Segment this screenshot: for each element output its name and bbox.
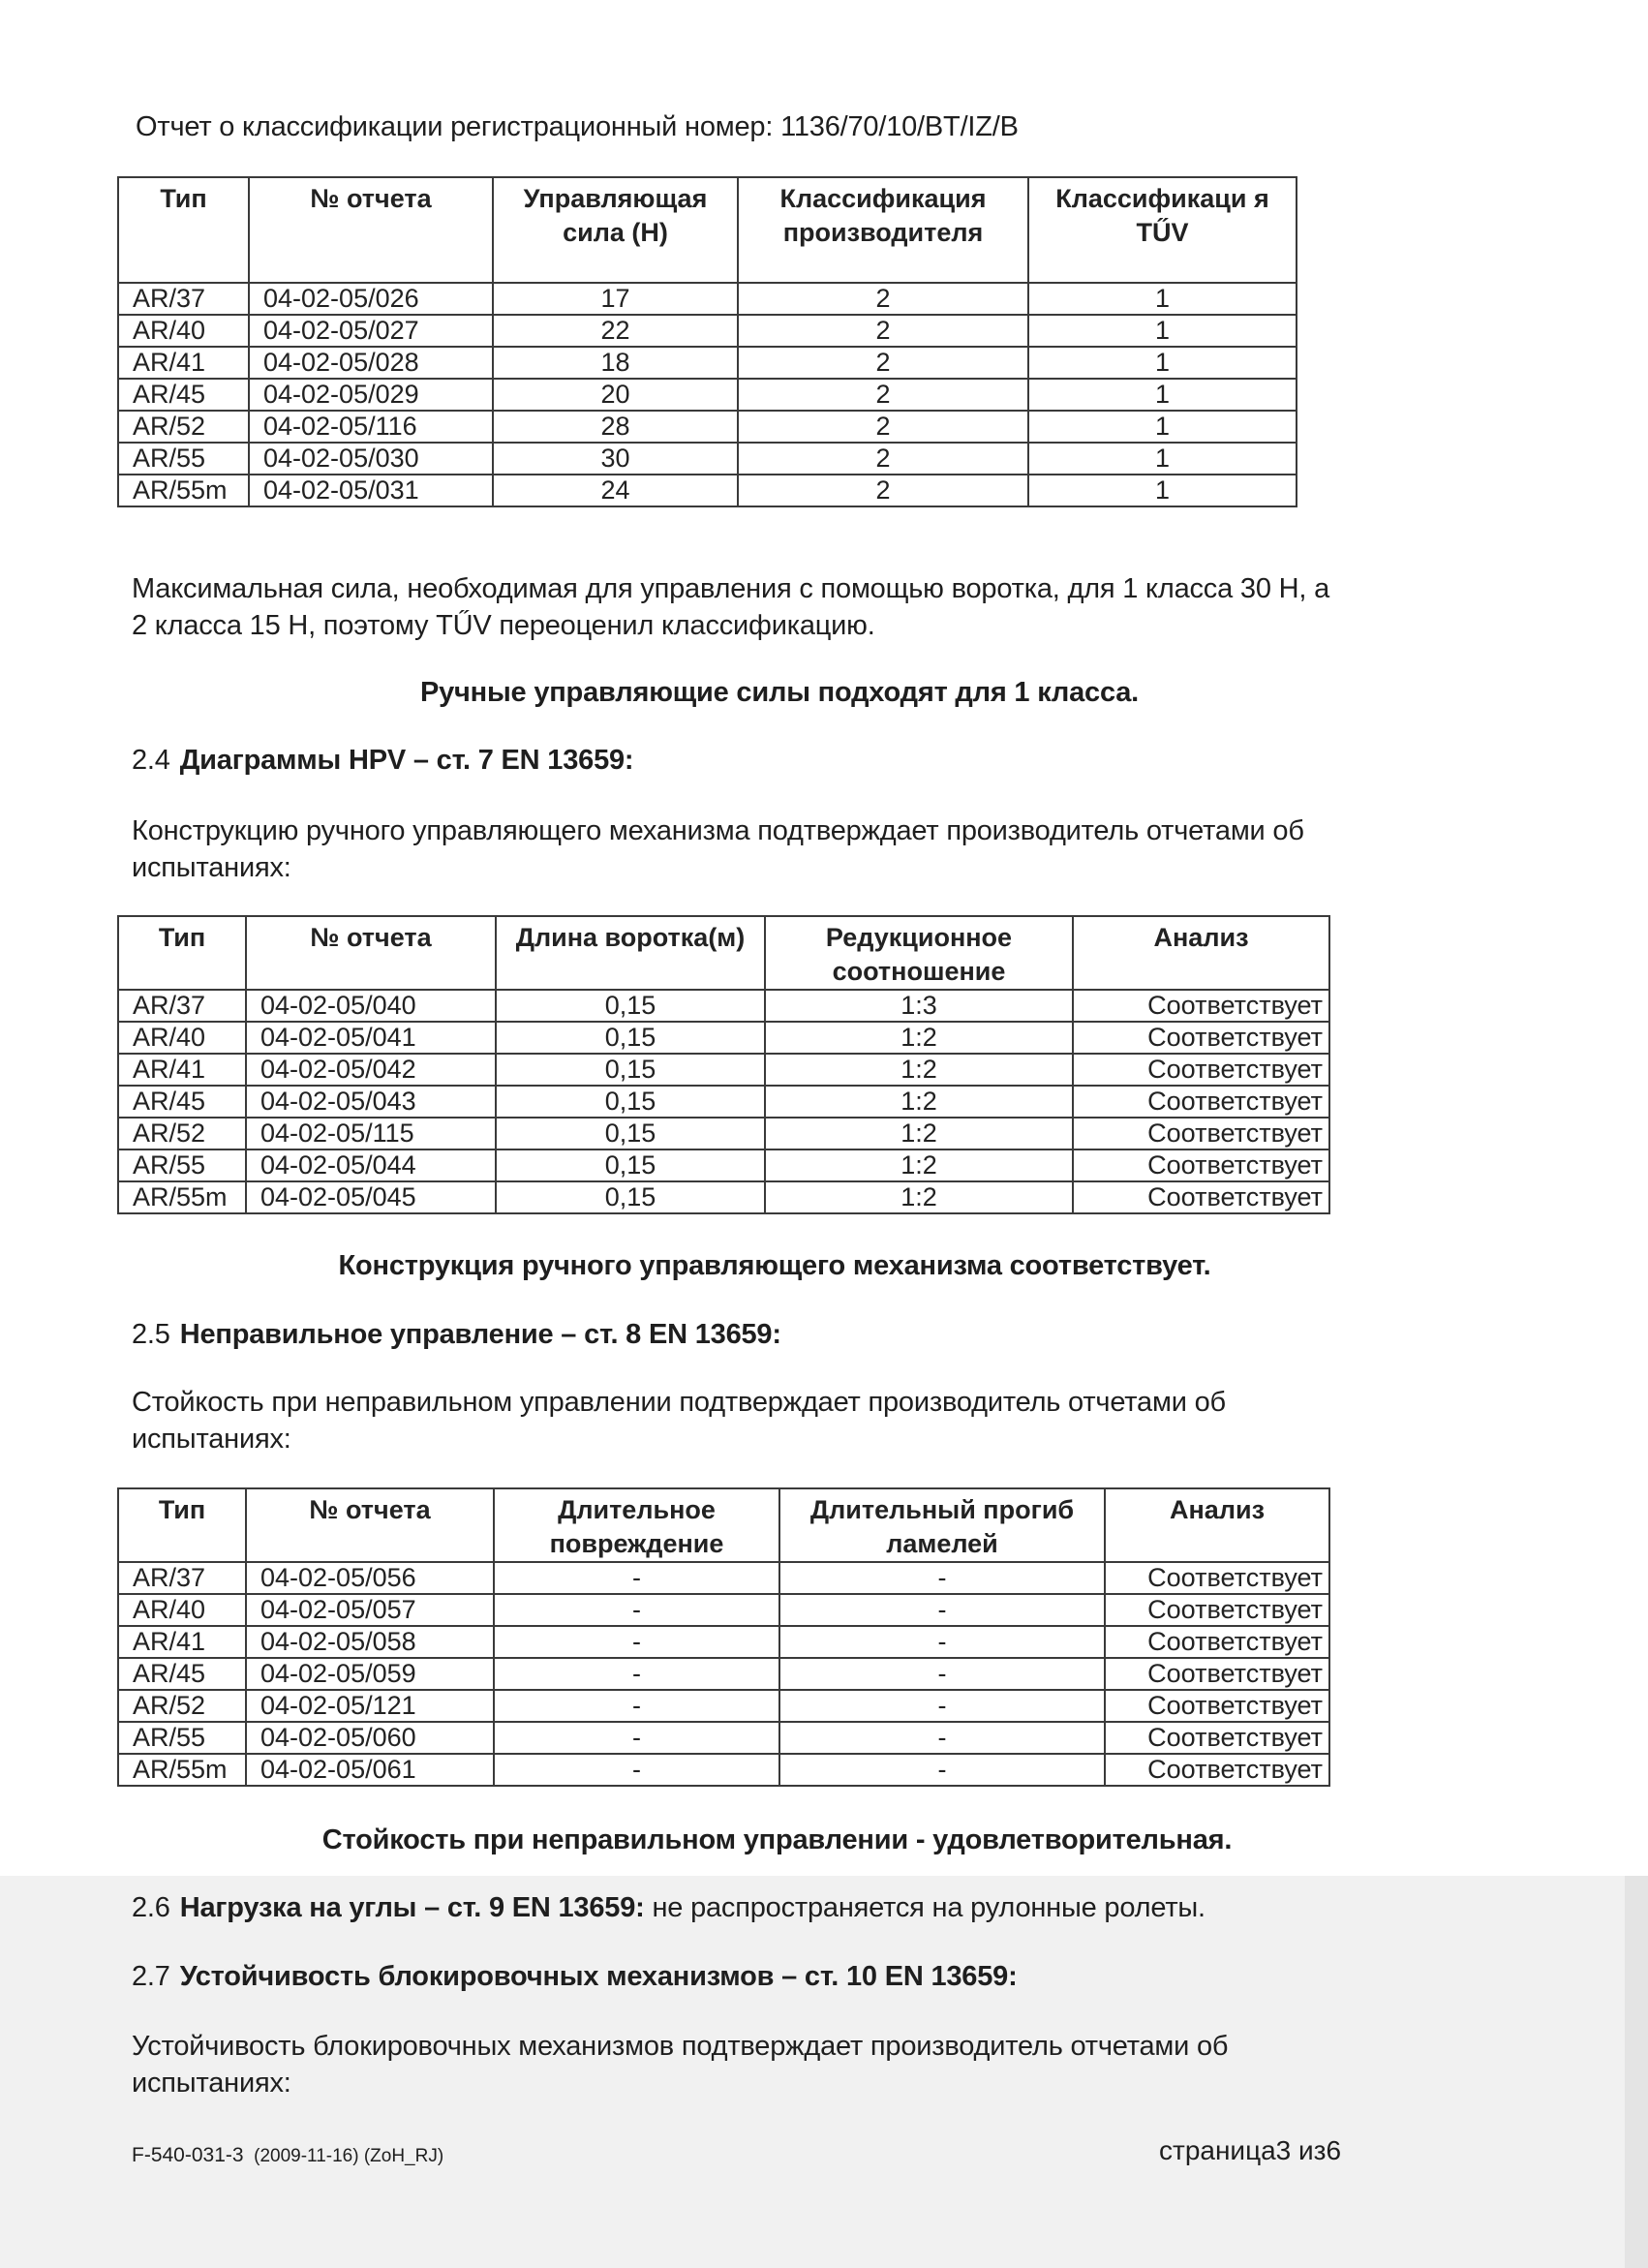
cell-report-no: 04-02-05/042: [246, 1054, 496, 1086]
paragraph-line: испытаниях:: [132, 852, 291, 883]
cell-crank-length: 0,15: [496, 1181, 765, 1213]
table-row: [118, 1054, 1329, 1086]
cell-report-no: 04-02-05/027: [249, 315, 493, 347]
section-title: Неправильное управление – ст. 8 EN 13659:: [179, 1319, 781, 1350]
table-row: [118, 990, 1329, 1022]
table-row: [118, 379, 1297, 411]
footer-page-number: страница3 из6: [1159, 2135, 1342, 2165]
table-header-row: [118, 916, 1329, 990]
cell-type: AR/41: [118, 1626, 246, 1658]
cell-analysis: Соответствует: [1105, 1562, 1329, 1594]
cell-report-no: 04-02-05/061: [246, 1754, 494, 1786]
table-row: [118, 1626, 1329, 1658]
section-2-7-intro: [132, 2028, 1487, 2101]
cell-reduction-ratio: 1:2: [765, 1054, 1073, 1086]
cell-analysis: Соответствует: [1073, 990, 1329, 1022]
cell-manufacturer-class: 2: [738, 443, 1028, 475]
cell-tuv-class: 1: [1028, 411, 1297, 443]
cell-force: 20: [493, 379, 738, 411]
table-row: [118, 1086, 1329, 1118]
cell-type: AR/45: [118, 1658, 246, 1690]
paragraph-line: Максимальная сила, необходимая для управления с помощью воротка, для 1 класса 30 Н, а: [132, 573, 1329, 604]
cell-reduction-ratio: 1:2: [765, 1149, 1073, 1181]
cell-report-no: 04-02-05/115: [246, 1118, 496, 1149]
col-header-tuv-class: Классификаци я TŰV: [1028, 177, 1297, 283]
cell-report-no: 04-02-05/029: [249, 379, 493, 411]
cell-report-no: 04-02-05/044: [246, 1149, 496, 1181]
cell-analysis: Соответствует: [1073, 1022, 1329, 1054]
table-row: [118, 1754, 1329, 1786]
cell-report-no: 04-02-05/059: [246, 1658, 494, 1690]
cell-type: AR/55: [118, 443, 249, 475]
cell-report-no: 04-02-05/057: [246, 1594, 494, 1626]
scan-edge-shadow: [1625, 1876, 1648, 2268]
cell-slat-deflection: -: [779, 1722, 1105, 1754]
cell-analysis: Соответствует: [1073, 1118, 1329, 1149]
cell-force: 24: [493, 475, 738, 506]
conclusion-mechanism: Конструкция ручного управляющего механизма соответствует.: [338, 1250, 1211, 1281]
table-header-row: [118, 177, 1297, 283]
cell-tuv-class: 1: [1028, 379, 1297, 411]
cell-crank-length: 0,15: [496, 1118, 765, 1149]
force-explanation-paragraph: [132, 570, 1487, 644]
cell-report-no: 04-02-05/026: [249, 283, 493, 315]
cell-report-no: 04-02-05/121: [246, 1690, 494, 1722]
cell-type: AR/45: [118, 379, 249, 411]
cell-analysis: Соответствует: [1073, 1149, 1329, 1181]
section-number: 2.7: [132, 1961, 170, 1992]
misuse-table: [117, 1487, 1330, 1787]
cell-tuv-class: 1: [1028, 475, 1297, 506]
col-header-force: Управляющая сила (Н): [493, 177, 738, 283]
cell-report-no: 04-02-05/043: [246, 1086, 496, 1118]
cell-force: 28: [493, 411, 738, 443]
cell-manufacturer-class: 2: [738, 411, 1028, 443]
table-row: [118, 1149, 1329, 1181]
cell-report-no: 04-02-05/045: [246, 1181, 496, 1213]
cell-tuv-class: 1: [1028, 347, 1297, 379]
table-row: [118, 283, 1297, 315]
form-code: F-540-031-3: [132, 2144, 244, 2166]
cell-manufacturer-class: 2: [738, 379, 1028, 411]
cell-report-no: 04-02-05/056: [246, 1562, 494, 1594]
cell-type: AR/41: [118, 347, 249, 379]
document-title: Отчет о классификации регистрационный номер: 1136/70/10/BT/IZ/B: [136, 111, 1019, 142]
cell-crank-length: 0,15: [496, 1054, 765, 1086]
table-row: [118, 1562, 1329, 1594]
cell-type: AR/40: [118, 1594, 246, 1626]
cell-tuv-class: 1: [1028, 315, 1297, 347]
cell-crank-length: 0,15: [496, 1086, 765, 1118]
section-title: Нагрузка на углы – ст. 9 EN 13659:: [179, 1892, 645, 1923]
cell-type: AR/55: [118, 1149, 246, 1181]
paragraph-line: испытаниях:: [132, 2068, 291, 2099]
cell-analysis: Соответствует: [1105, 1722, 1329, 1754]
form-meta: (2009-11-16) (ZoH_RJ): [254, 2146, 444, 2166]
cell-manufacturer-class: 2: [738, 315, 1028, 347]
cell-report-no: 04-02-05/058: [246, 1626, 494, 1658]
cell-type: AR/55: [118, 1722, 246, 1754]
cell-type: AR/52: [118, 1690, 246, 1722]
conclusion-forces: Ручные управляющие силы подходят для 1 класса.: [419, 677, 1140, 708]
cell-type: AR/52: [118, 1118, 246, 1149]
cell-report-no: 04-02-05/041: [246, 1022, 496, 1054]
section-number: 2.4: [132, 745, 170, 776]
cell-permanent-damage: -: [494, 1594, 779, 1626]
table-row: [118, 1690, 1329, 1722]
col-header-manufacturer-class: Классификация производителя: [738, 177, 1028, 283]
footer-form-code: [132, 2144, 443, 2167]
cell-reduction-ratio: 1:2: [765, 1022, 1073, 1054]
cell-permanent-damage: -: [494, 1690, 779, 1722]
cell-report-no: 04-02-05/060: [246, 1722, 494, 1754]
cell-report-no: 04-02-05/028: [249, 347, 493, 379]
table-header-row: [118, 1488, 1329, 1562]
cell-permanent-damage: -: [494, 1626, 779, 1658]
cell-tuv-class: 1: [1028, 443, 1297, 475]
col-header-type: Тип: [118, 1488, 246, 1562]
col-header-report-no: № отчета: [249, 177, 493, 283]
cell-slat-deflection: -: [779, 1626, 1105, 1658]
section-number: 2.5: [132, 1319, 170, 1350]
table-row: [118, 475, 1297, 506]
section-inline-text: не распространяется на рулонные ролеты.: [644, 1892, 1205, 1923]
cell-force: 18: [493, 347, 738, 379]
cell-type: AR/55m: [118, 1754, 246, 1786]
col-header-report-no: № отчета: [246, 916, 496, 990]
table-row: [118, 315, 1297, 347]
section-number: 2.6: [132, 1892, 170, 1923]
cell-permanent-damage: -: [494, 1754, 779, 1786]
cell-reduction-ratio: 1:2: [765, 1118, 1073, 1149]
col-header-type: Тип: [118, 177, 249, 283]
cell-permanent-damage: -: [494, 1658, 779, 1690]
table-row: [118, 411, 1297, 443]
paragraph-line: испытаниях:: [132, 1424, 291, 1455]
cell-report-no: 04-02-05/116: [249, 411, 493, 443]
section-2-5-intro: [132, 1384, 1487, 1457]
table-row: [118, 1118, 1329, 1149]
table-row: [118, 1181, 1329, 1213]
section-heading-2-4: [132, 742, 633, 779]
cell-force: 17: [493, 283, 738, 315]
section-heading-2-7: [132, 1958, 1018, 1995]
cell-manufacturer-class: 2: [738, 475, 1028, 506]
cell-slat-deflection: -: [779, 1754, 1105, 1786]
cell-slat-deflection: -: [779, 1658, 1105, 1690]
table-row: [118, 347, 1297, 379]
paragraph-line: Конструкцию ручного управляющего механизма подтверждает производитель отчетами об: [132, 815, 1304, 846]
table-row: [118, 443, 1297, 475]
cell-report-no: 04-02-05/031: [249, 475, 493, 506]
cell-type: AR/37: [118, 1562, 246, 1594]
table-row: [118, 1658, 1329, 1690]
col-header-report-no: № отчета: [246, 1488, 494, 1562]
conclusion-misuse: Стойкость при неправильном управлении - удовлетворительная.: [321, 1824, 1233, 1855]
section-2-4-intro: [132, 812, 1487, 886]
section-title: Устойчивость блокировочных механизмов – ст. 10 EN 13659:: [179, 1961, 1018, 1992]
section-title: Диаграммы HPV – ст. 7 EN 13659:: [179, 745, 634, 776]
cell-slat-deflection: -: [779, 1594, 1105, 1626]
cell-analysis: Соответствует: [1105, 1658, 1329, 1690]
section-heading-2-6: [132, 1889, 1205, 1926]
cell-analysis: Соответствует: [1105, 1754, 1329, 1786]
cell-reduction-ratio: 1:2: [765, 1086, 1073, 1118]
cell-type: AR/45: [118, 1086, 246, 1118]
cell-type: AR/55m: [118, 475, 249, 506]
cell-type: AR/40: [118, 1022, 246, 1054]
cell-force: 30: [493, 443, 738, 475]
cell-analysis: Соответствует: [1073, 1086, 1329, 1118]
col-header-type: Тип: [118, 916, 246, 990]
col-header-analysis: Анализ: [1073, 916, 1329, 990]
cell-type: AR/37: [118, 990, 246, 1022]
cell-report-no: 04-02-05/030: [249, 443, 493, 475]
cell-reduction-ratio: 1:2: [765, 1181, 1073, 1213]
classification-table: [117, 176, 1297, 507]
cell-manufacturer-class: 2: [738, 283, 1028, 315]
cell-type: AR/52: [118, 411, 249, 443]
cell-force: 22: [493, 315, 738, 347]
col-header-crank-length: Длина воротка(м): [496, 916, 765, 990]
cell-type: AR/37: [118, 283, 249, 315]
cell-permanent-damage: -: [494, 1722, 779, 1754]
paragraph-line: 2 класса 15 Н, поэтому TŰV переоценил классификацию.: [132, 610, 875, 641]
cell-slat-deflection: -: [779, 1690, 1105, 1722]
cell-type: AR/40: [118, 315, 249, 347]
cell-crank-length: 0,15: [496, 990, 765, 1022]
table-row: [118, 1594, 1329, 1626]
cell-analysis: Соответствует: [1105, 1626, 1329, 1658]
cell-tuv-class: 1: [1028, 283, 1297, 315]
hpv-diagram-table: [117, 915, 1330, 1214]
col-header-permanent-damage: Длительное повреждение: [494, 1488, 779, 1562]
cell-slat-deflection: -: [779, 1562, 1105, 1594]
cell-crank-length: 0,15: [496, 1022, 765, 1054]
cell-type: AR/41: [118, 1054, 246, 1086]
table-row: [118, 1722, 1329, 1754]
section-heading-2-5: [132, 1316, 781, 1353]
col-header-analysis: Анализ: [1105, 1488, 1329, 1562]
col-header-slat-deflection: Длительный прогиб ламелей: [779, 1488, 1105, 1562]
cell-analysis: Соответствует: [1105, 1594, 1329, 1626]
cell-crank-length: 0,15: [496, 1149, 765, 1181]
cell-analysis: Соответствует: [1073, 1054, 1329, 1086]
cell-analysis: Соответствует: [1073, 1181, 1329, 1213]
col-header-reduction-ratio: Редукционное соотношение: [765, 916, 1073, 990]
cell-report-no: 04-02-05/040: [246, 990, 496, 1022]
cell-permanent-damage: -: [494, 1562, 779, 1594]
table-row: [118, 1022, 1329, 1054]
cell-analysis: Соответствует: [1105, 1690, 1329, 1722]
cell-type: AR/55m: [118, 1181, 246, 1213]
cell-reduction-ratio: 1:3: [765, 990, 1073, 1022]
cell-manufacturer-class: 2: [738, 347, 1028, 379]
paragraph-line: Стойкость при неправильном управлении подтверждает производитель отчетами об: [132, 1387, 1226, 1418]
paragraph-line: Устойчивость блокировочных механизмов подтверждает производитель отчетами об: [132, 2031, 1229, 2062]
